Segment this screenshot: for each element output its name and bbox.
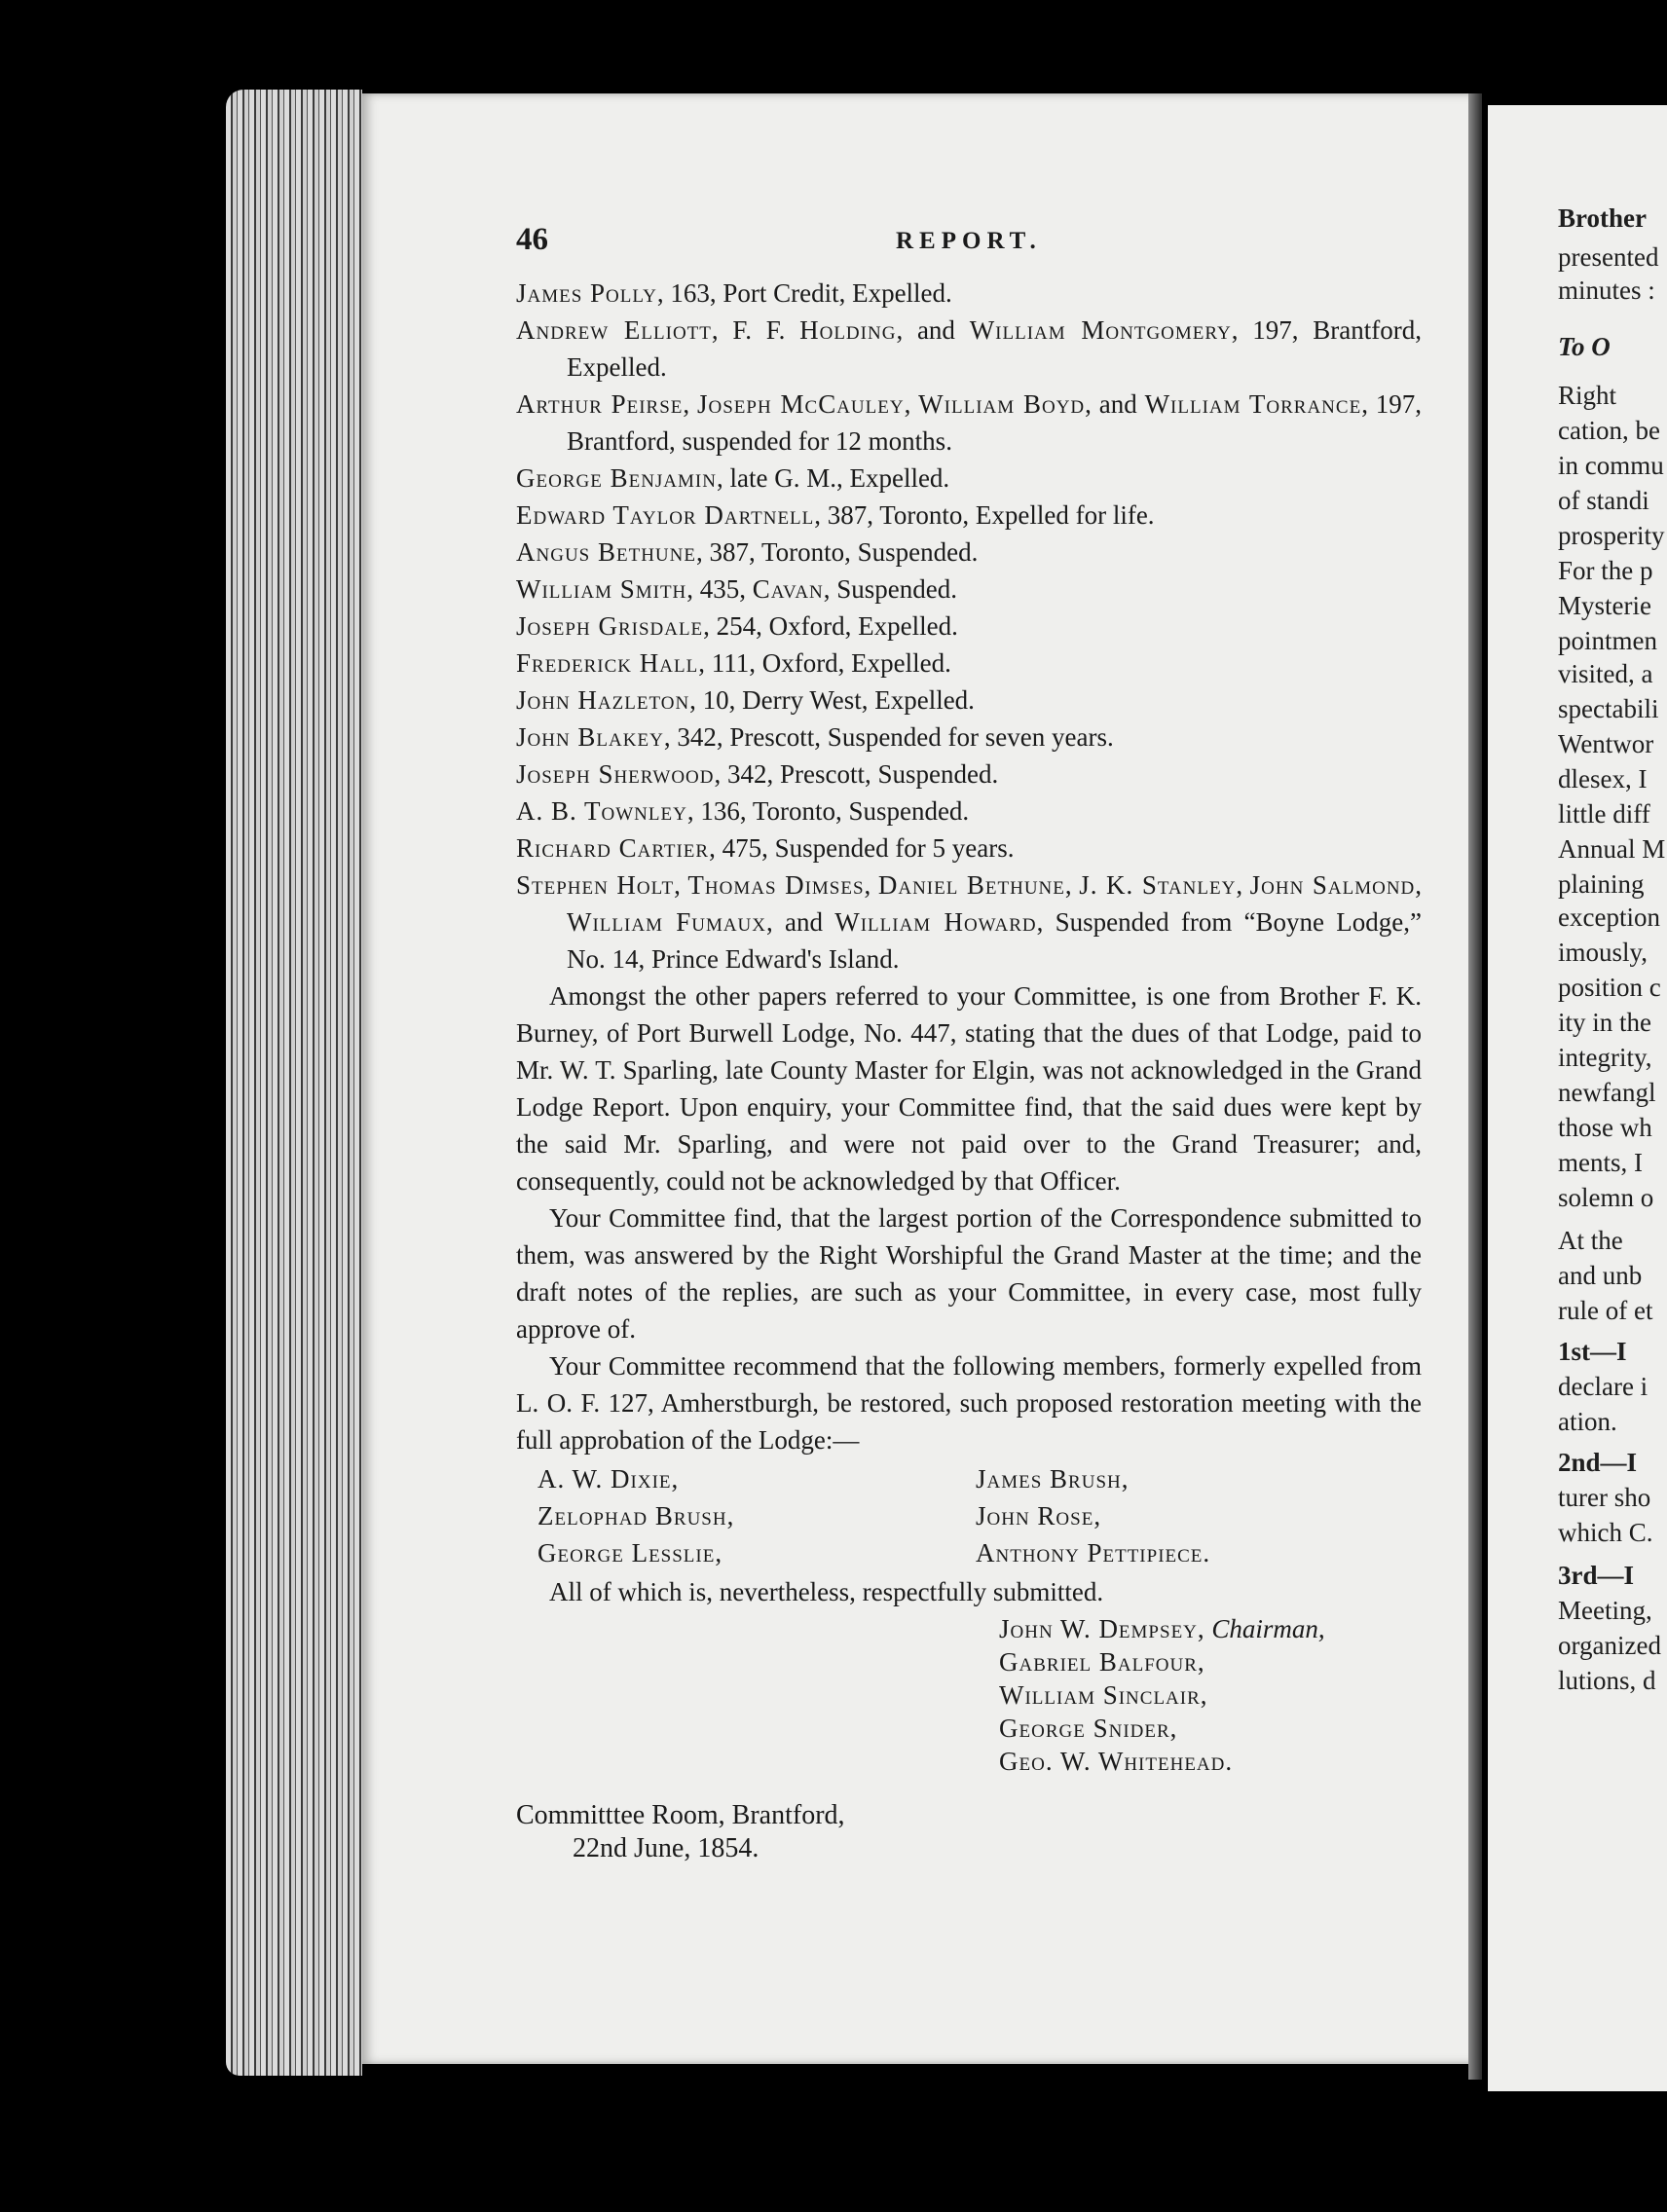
member-name: William Torrance [1144, 389, 1362, 419]
facing-page-line: of standi [1558, 486, 1649, 515]
expulsion-entry [516, 793, 1422, 830]
paragraph-burney: Amongst the other papers referred to your Committee, is one from Brother F. K. Burney, of Port Burwell Lodge, No. 447, stating that the dues of that Lodge, paid to Mr. W. T. Sparling, late County Master for Elgin, was not acknowledged in the Grand Lodge Report. Upon enquiry, your Committee find, that the said dues were kept by the said Mr. Sparling, and were not paid over to the Grand Treasurer; and, consequently, could not be acknowledged by that Officer. [516, 981, 1422, 1196]
facing-page-line: those wh [1558, 1113, 1652, 1142]
expulsion-list [516, 275, 1422, 977]
entry-text: , 342, Prescott, Suspended for seven years. [663, 722, 1114, 752]
member-name: George Benjamin [516, 463, 717, 493]
entry-text: , [683, 389, 697, 419]
running-head: REPORT. [896, 228, 1042, 254]
expulsion-entry [516, 534, 1422, 571]
facing-page-line: pointmen [1558, 626, 1657, 655]
facing-page-line: 2nd—I [1558, 1448, 1638, 1477]
place-line: Committtee Room, Brantford, [516, 1800, 845, 1830]
facing-page-line: To O [1558, 332, 1611, 361]
member-name: William Smith [516, 574, 687, 604]
facing-page [1488, 105, 1667, 2091]
facing-page-line: cation, be [1558, 416, 1660, 445]
facing-page-line: solemn o [1558, 1183, 1654, 1212]
member-name: J. K. Stanley [1079, 870, 1237, 900]
facing-page-line: ments, I [1558, 1148, 1643, 1177]
entry-text: , and [766, 907, 835, 937]
facing-page-line: and unb [1558, 1261, 1643, 1290]
member-name: Holding [799, 315, 897, 345]
member-name: John Salmond [1249, 870, 1416, 900]
entry-text: , 111, Oxford, Expelled. [698, 648, 951, 678]
entry-text: , Suspended. [823, 574, 958, 604]
expulsion-entry [516, 312, 1422, 386]
book-page-edges [226, 90, 362, 2076]
member-name: Angus Bethune [516, 537, 696, 567]
facing-page-line: turer sho [1558, 1483, 1651, 1512]
entry-text: , 387, Toronto, Suspended. [695, 537, 979, 567]
expulsion-entry [516, 866, 1422, 977]
date-line: 22nd June, 1854. [573, 1833, 759, 1863]
entry-text: , [674, 870, 688, 900]
restored-members [516, 1460, 1422, 1571]
facing-page-line: minutes : [1558, 276, 1655, 305]
signatory: William Sinclair, [999, 1680, 1208, 1710]
facing-page-line: At the [1558, 1226, 1623, 1255]
restored-member: George Lesslie, [537, 1538, 723, 1567]
entry-text: , 10, Derry West, Expelled. [689, 685, 975, 715]
member-name: William Howard [834, 907, 1037, 937]
signatory: Geo. W. Whitehead. [999, 1747, 1234, 1776]
member-name: William Fumaux [567, 907, 767, 937]
facing-page-line: Right [1558, 381, 1617, 410]
facing-page-line: 1st—I [1558, 1337, 1627, 1366]
expulsion-entry [516, 571, 1422, 608]
expulsion-entry [516, 682, 1422, 719]
member-name: Daniel Bethune [877, 870, 1065, 900]
facing-page-line: ation. [1558, 1407, 1617, 1436]
member-name: Cavan [752, 574, 824, 604]
facing-page-line: presented [1558, 242, 1659, 272]
facing-page-line: little diff [1558, 799, 1650, 829]
page-header [516, 222, 1422, 271]
expulsion-entry [516, 645, 1422, 682]
entry-text: , 197, Brantford, Expelled. [567, 315, 1422, 382]
signatory: Gabriel Balfour, [999, 1647, 1205, 1677]
facing-page-line: lutions, d [1558, 1666, 1656, 1695]
expulsion-entry [516, 460, 1422, 497]
facing-page-line: organized [1558, 1631, 1661, 1660]
facing-page-line: For the p [1558, 556, 1653, 585]
member-name: Frederick Hall [516, 648, 699, 678]
expulsion-entry [516, 830, 1422, 866]
restored-member: John Rose, [976, 1501, 1102, 1530]
entry-text: , [1236, 870, 1250, 900]
entry-text: , [904, 389, 919, 419]
member-name: Arthur Peirse [516, 389, 684, 419]
facing-page-line: visited, a [1558, 659, 1653, 688]
entry-text: , [1064, 870, 1080, 900]
facing-page-line: exception [1558, 903, 1660, 932]
entry-text: , 163, Port Credit, Expelled. [656, 278, 952, 308]
entry-text: , 387, Toronto, Expelled for life. [814, 500, 1155, 530]
facing-page-line: prosperity [1558, 521, 1665, 550]
facing-page-line: rule of et [1558, 1296, 1653, 1325]
member-name: Stephen Holt [516, 870, 675, 900]
member-name: A. B. Townley [516, 796, 687, 826]
member-name: James Polly [516, 278, 657, 308]
member-name: Andrew Elliott [516, 315, 712, 345]
member-name: John Blakey [516, 722, 664, 752]
chairman-title: Chairman, [1211, 1614, 1325, 1643]
member-name: Joseph McCauley [696, 389, 905, 419]
facing-page-line: plaining [1558, 869, 1645, 899]
expulsion-entry [516, 497, 1422, 534]
entry-text: , 475, Suspended for 5 years. [709, 833, 1015, 863]
member-name: Richard Cartier [516, 833, 710, 863]
page-number: 46 [516, 222, 548, 257]
restored-member: James Brush, [976, 1464, 1130, 1493]
entry-text: , 435, [686, 574, 753, 604]
facing-page-line: Wentwor [1558, 729, 1654, 758]
expulsion-entry [516, 386, 1422, 460]
entry-text: , F. F. [711, 315, 800, 345]
entry-text: , and [1085, 389, 1145, 419]
member-name: William Montgomery [969, 315, 1232, 345]
restored-member: Zelophad Brush, [537, 1501, 735, 1530]
member-name: Joseph Sherwood [516, 759, 715, 789]
facing-page-line: newfangl [1558, 1078, 1656, 1107]
entry-text: , late G. M., Expelled. [716, 463, 950, 493]
member-name: Edward Taylor Dartnell [516, 500, 815, 530]
member-name: William Boyd [918, 389, 1086, 419]
facing-page-line: Annual M [1558, 834, 1666, 864]
entry-text: , [1415, 870, 1423, 900]
signatory: George Snider, [999, 1714, 1178, 1743]
facing-page-line: spectabili [1558, 694, 1659, 723]
page-text [516, 222, 1423, 1863]
entry-text: , 136, Toronto, Suspended. [686, 796, 970, 826]
restored-member: Anthony Pettipiece. [976, 1538, 1211, 1567]
paragraph-correspondence: Your Committee find, that the largest portion of the Correspondence submitted to them, was answered by the Right Worshipful the Grand Master at the time; and the draft notes of the replies, are such as your Committee, in every case, most fully approve of. [516, 1203, 1422, 1344]
place-and-date [516, 1799, 845, 1865]
facing-page-line: imously, [1558, 938, 1648, 967]
entry-text: , Suspended from “Boyne Lodge,” No. 14, Prince Edward's Island. [567, 907, 1422, 974]
expulsion-entry [516, 608, 1422, 645]
signatories [999, 1612, 1325, 1778]
member-name: Joseph Grisdale [516, 611, 704, 641]
entry-text: , 197, Brantford, suspended for 12 months. [567, 389, 1423, 456]
signature-block [516, 1612, 1422, 1863]
facing-page-line: 3rd—I [1558, 1561, 1635, 1590]
facing-page-line: in commu [1558, 451, 1664, 480]
closing-line: All of which is, nevertheless, respectfully submitted. [549, 1577, 1104, 1606]
book-gutter [1468, 93, 1482, 2080]
member-name: John Hazleton [516, 685, 690, 715]
expulsion-entry [516, 719, 1422, 756]
paragraph-restoration: Your Committee recommend that the following members, formerly expelled from L. O. F. 127, Amherstburgh, be restored, such proposed restoration meeting with the full approbation of the Lodge:— [516, 1351, 1422, 1455]
facing-page-line: position c [1558, 973, 1661, 1002]
restored-member: A. W. Dixie, [537, 1464, 680, 1493]
expulsion-entry [516, 275, 1422, 312]
entry-text: , 342, Prescott, Suspended. [714, 759, 999, 789]
chairman-line [999, 1612, 1325, 1645]
facing-page-line: which C. [1558, 1518, 1653, 1547]
entry-text: , 254, Oxford, Expelled. [703, 611, 958, 641]
facing-page-line: dlesex, I [1558, 764, 1648, 793]
facing-page-line: ity in the [1558, 1008, 1651, 1037]
chairman-name: John W. Dempsey, [999, 1614, 1205, 1643]
facing-page-line: Brother [1558, 203, 1647, 233]
member-name: Thomas Dimses [687, 870, 865, 900]
facing-page-line: declare i [1558, 1372, 1648, 1401]
expulsion-entry [516, 756, 1422, 793]
entry-text: , and [896, 315, 970, 345]
entry-text: , [864, 870, 878, 900]
facing-page-line: Meeting, [1558, 1596, 1652, 1625]
facing-page-line: integrity, [1558, 1043, 1652, 1072]
facing-page-line: Mysterie [1558, 591, 1651, 620]
